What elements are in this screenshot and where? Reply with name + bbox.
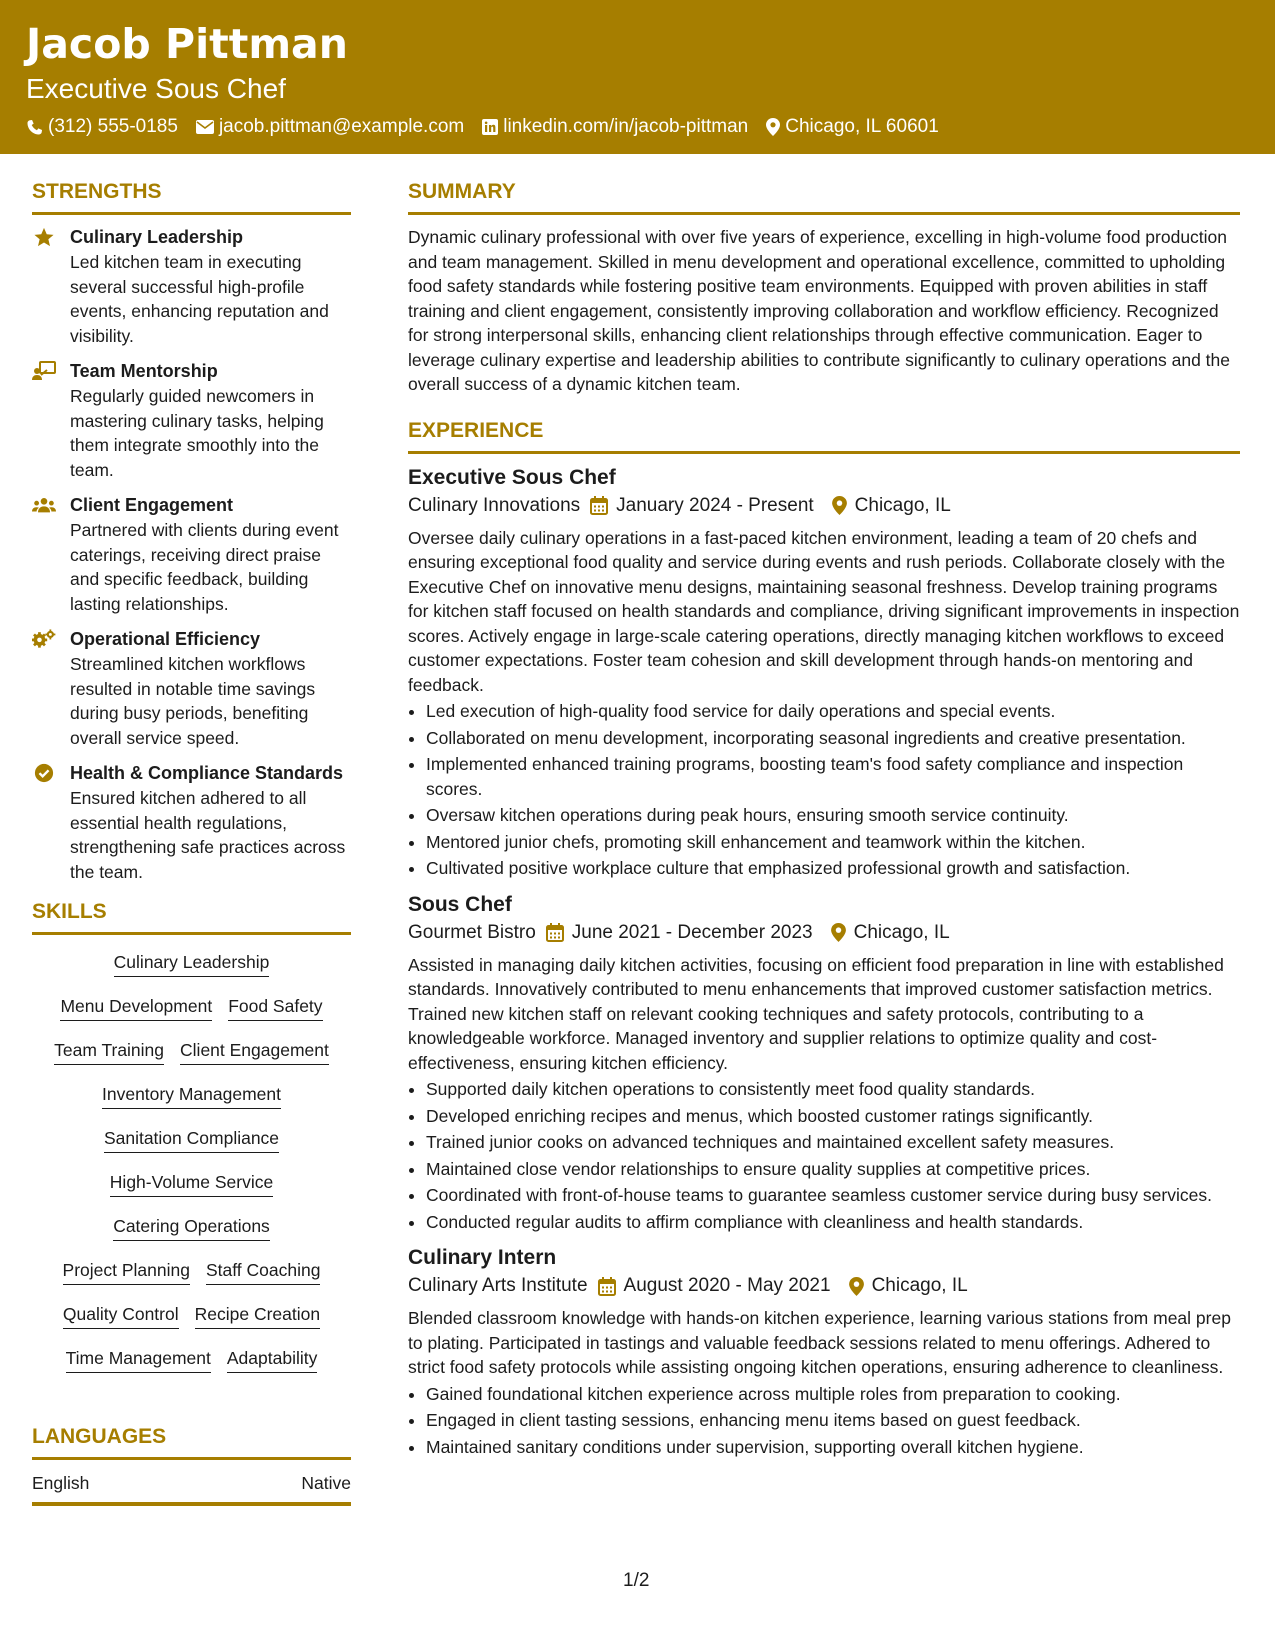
contact-email: [196, 116, 464, 138]
left-column: [32, 178, 351, 1506]
email-link[interactable]: jacob.pittman@example.com: [218, 116, 465, 137]
contact-linkedin: [482, 116, 748, 138]
phone-text[interactable]: (312) 555-0185: [48, 116, 178, 137]
skill-tag: Sanitation Compliance: [104, 1127, 279, 1153]
job-title: Executive Sous Chef: [408, 465, 616, 489]
skill-tag: Catering Operations: [113, 1215, 270, 1241]
candidate-name: Jacob Pittman: [26, 20, 348, 68]
contact-phone: [26, 116, 178, 138]
job-description: Assisted in managing daily kitchen activities, focusing on efficient food preparation in line with established standards. Innovatively contributed to menu enhancements that improved customer satisfaction metrics. Trained new kitchen staff on relevant cooking techniques and safety protocols, contributing to a knowledgeable workforce. Managed inventory and supplier relations to optimize quality and cost-effectiveness, ensuring kitchen efficiency.: [408, 954, 1224, 1073]
strength-desc: Streamlined kitchen workflows resulted in notable time savings during busy periods, benefiting overall service speed.: [70, 654, 316, 748]
experience-heading: EXPERIENCE: [408, 417, 1240, 454]
job-bullet: • Trained junior cooks on advanced techniques and maintained excellent safety measures.: [426, 1130, 1240, 1155]
calendar-icon: [598, 1277, 616, 1296]
job-bullet: • Oversaw kitchen operations during peak hours, ensuring smooth service continuity.: [426, 803, 1240, 828]
star-icon: [32, 227, 56, 247]
job-description: Oversee daily culinary operations in a fast-paced kitchen environment, leading a team of 20 chefs and ensuring exceptional food quality and service during events and rush periods. Collaborate closely with the Executive Chef on innovative menu designs, maintaining seasonal freshness. Develop training programs for kitchen staff focused on health standards and compliance, driving significant improvements in inspection scores. Actively engage in large-scale catering operations, directly managing kitchen workflows to exceed customer expectations. Foster team cohesion and skill development through hands-on mentoring and feedback.: [408, 527, 1240, 695]
job-title: Sous Chef: [408, 892, 512, 916]
skill-tag: Team Training: [54, 1039, 164, 1065]
job-location: Chicago, IL: [854, 494, 951, 516]
job-bullet: • Gained foundational kitchen experience across multiple roles from preparation to cooking.: [426, 1382, 1240, 1407]
job-entry: [408, 1244, 1240, 1459]
envelope-icon: [196, 120, 214, 134]
job-bullet: • Collaborated on menu development, incorporating seasonal ingredients and creative presentation.: [426, 726, 1240, 751]
job-bullets: [408, 699, 1240, 881]
job-dates: June 2021 - December 2023: [571, 921, 813, 943]
language-row: [32, 1462, 351, 1506]
skill-tag: Time Management: [66, 1347, 211, 1373]
job-entry: [408, 464, 1240, 881]
strength-item: [32, 761, 351, 884]
job-dates: August 2020 - May 2021: [623, 1275, 831, 1296]
job-dates: January 2024 - Present: [616, 494, 814, 516]
skill-tag: Culinary Leadership: [114, 951, 270, 977]
strength-item: [32, 627, 351, 750]
skills-heading: SKILLS: [32, 898, 351, 935]
job-location: Chicago, IL: [853, 921, 950, 943]
job-company: Culinary Arts Institute: [408, 1275, 588, 1296]
contact-location: [766, 116, 939, 138]
skill-tag: Client Engagement: [180, 1039, 329, 1065]
map-pin-icon: [832, 496, 847, 515]
check-circle-icon: [32, 763, 56, 783]
job-meta: [408, 492, 1240, 520]
strength-title: Health & Compliance Standards: [70, 763, 344, 783]
map-pin-icon: [849, 1277, 864, 1296]
calendar-icon: [546, 923, 564, 942]
resume-header: [0, 0, 1275, 154]
page-indicator: 1/2: [623, 1570, 650, 1591]
skill-tag: Food Safety: [228, 995, 322, 1021]
job-bullet: • Cultivated positive workplace culture that emphasized professional growth and satisfaction.: [426, 856, 1240, 881]
strength-desc: Regularly guided newcomers in mastering culinary tasks, helping them integrate smoothly into the team.: [70, 386, 324, 480]
job-bullet: • Conducted regular audits to affirm compliance with cleanliness and health standards.: [426, 1210, 1240, 1235]
skill-tag: Adaptability: [227, 1347, 317, 1373]
phone-icon: [26, 119, 43, 136]
strengths-heading: STRENGTHS: [32, 178, 351, 215]
job-meta: [408, 919, 1240, 947]
skills-list: [32, 945, 351, 1385]
calendar-icon: [590, 496, 608, 515]
contact-bar: [26, 116, 957, 138]
job-company: Culinary Innovations: [408, 494, 581, 516]
summary-heading: SUMMARY: [408, 178, 1240, 215]
location-text: Chicago, IL 60601: [785, 116, 939, 137]
job-bullet: • Engaged in client tasting sessions, enhancing menu items based on guest feedback.: [426, 1408, 1240, 1433]
skill-tag: High-Volume Service: [110, 1171, 273, 1197]
job-bullet: • Supported daily kitchen operations to consistently meet food quality standards.: [426, 1077, 1240, 1102]
job-bullets: [408, 1077, 1240, 1234]
strength-title: Culinary Leadership: [70, 227, 244, 247]
skill-tag: Quality Control: [63, 1303, 179, 1329]
job-bullet: • Implemented enhanced training programs, boosting team's food safety compliance and inspection scores.: [426, 752, 1240, 801]
job-bullet: • Developed enriching recipes and menus, which boosted customer ratings significantly.: [426, 1104, 1240, 1129]
job-description: Blended classroom knowledge with hands-on kitchen experience, learning various stations from meal prep to plating. Participated in tastings and valuable feedback sessions related to menu offerings. Adhered to strict food safety protocols while assisting ongoing kitchen operations, ensuring adherence to cleanliness.: [408, 1308, 1231, 1377]
skill-tag: Inventory Management: [102, 1083, 281, 1109]
candidate-title: Executive Sous Chef: [26, 73, 286, 104]
job-bullet: • Mentored junior chefs, promoting skill enhancement and teamwork within the kitchen.: [426, 830, 1240, 855]
strength-item: [32, 359, 351, 482]
job-bullet: • Coordinated with front-of-house teams to guarantee seamless customer service during busy services.: [426, 1183, 1240, 1208]
language-level: Native: [301, 1473, 351, 1493]
strength-title: Operational Efficiency: [70, 629, 261, 649]
job-location: Chicago, IL: [871, 1275, 968, 1296]
job-company: Gourmet Bistro: [408, 921, 536, 943]
right-column: [408, 178, 1240, 1469]
skill-tag: Menu Development: [60, 995, 212, 1021]
job-bullet: • Maintained sanitary conditions under supervision, supporting overall kitchen hygiene.: [426, 1435, 1240, 1460]
skill-tag: Recipe Creation: [195, 1303, 320, 1329]
strengths-list: [32, 225, 351, 884]
users-icon: [32, 495, 56, 515]
map-pin-icon: [766, 118, 780, 136]
strength-title: Team Mentorship: [70, 361, 218, 381]
mentor-icon: [32, 361, 56, 381]
strength-title: Client Engagement: [70, 495, 234, 515]
job-bullet: • Maintained close vendor relationships to ensure quality supplies at competitive prices.: [426, 1157, 1240, 1182]
skill-tag: Project Planning: [63, 1259, 190, 1285]
strength-item: [32, 225, 351, 348]
languages-heading: LANGUAGES: [32, 1423, 351, 1460]
strength-desc: Ensured kitchen adhered to all essential health regulations, strengthening safe practices across the team.: [70, 788, 346, 882]
strength-desc: Led kitchen team in executing several successful high-profile events, enhancing reputation and visibility.: [70, 252, 329, 346]
linkedin-icon: [482, 119, 498, 135]
skill-tag: Staff Coaching: [206, 1259, 320, 1285]
strength-item: [32, 493, 351, 616]
job-bullets: [408, 1382, 1240, 1460]
strength-desc: Partnered with clients during event caterings, receiving direct praise and specific feedback, building lasting relationships.: [70, 520, 339, 614]
language-name: English: [32, 1473, 90, 1493]
linkedin-link[interactable]: linkedin.com/in/jacob-pittman: [503, 116, 749, 137]
summary-text: Dynamic culinary professional with over five years of experience, excelling in high-volume food production and team management. Skilled in menu development and operational excellence, committed to upholding food safety standards while fostering positive team environments. Equipped with proven abilities in staff training and client engagement, consistently improving collaboration and workflow efficiency. Recognized for strong interpersonal skills, enhancing client relationships through effective communication. Eager to leverage culinary expertise and leadership abilities to contribute significantly to culinary operations and the overall success of a dynamic kitchen team.: [408, 227, 1231, 394]
gears-icon: [32, 629, 56, 649]
job-entry: [408, 891, 1240, 1235]
job-bullet: • Led execution of high-quality food service for daily operations and special events.: [426, 699, 1240, 724]
job-title: Culinary Intern: [408, 1246, 557, 1269]
job-meta: [408, 1272, 1240, 1300]
map-pin-icon: [831, 923, 846, 942]
